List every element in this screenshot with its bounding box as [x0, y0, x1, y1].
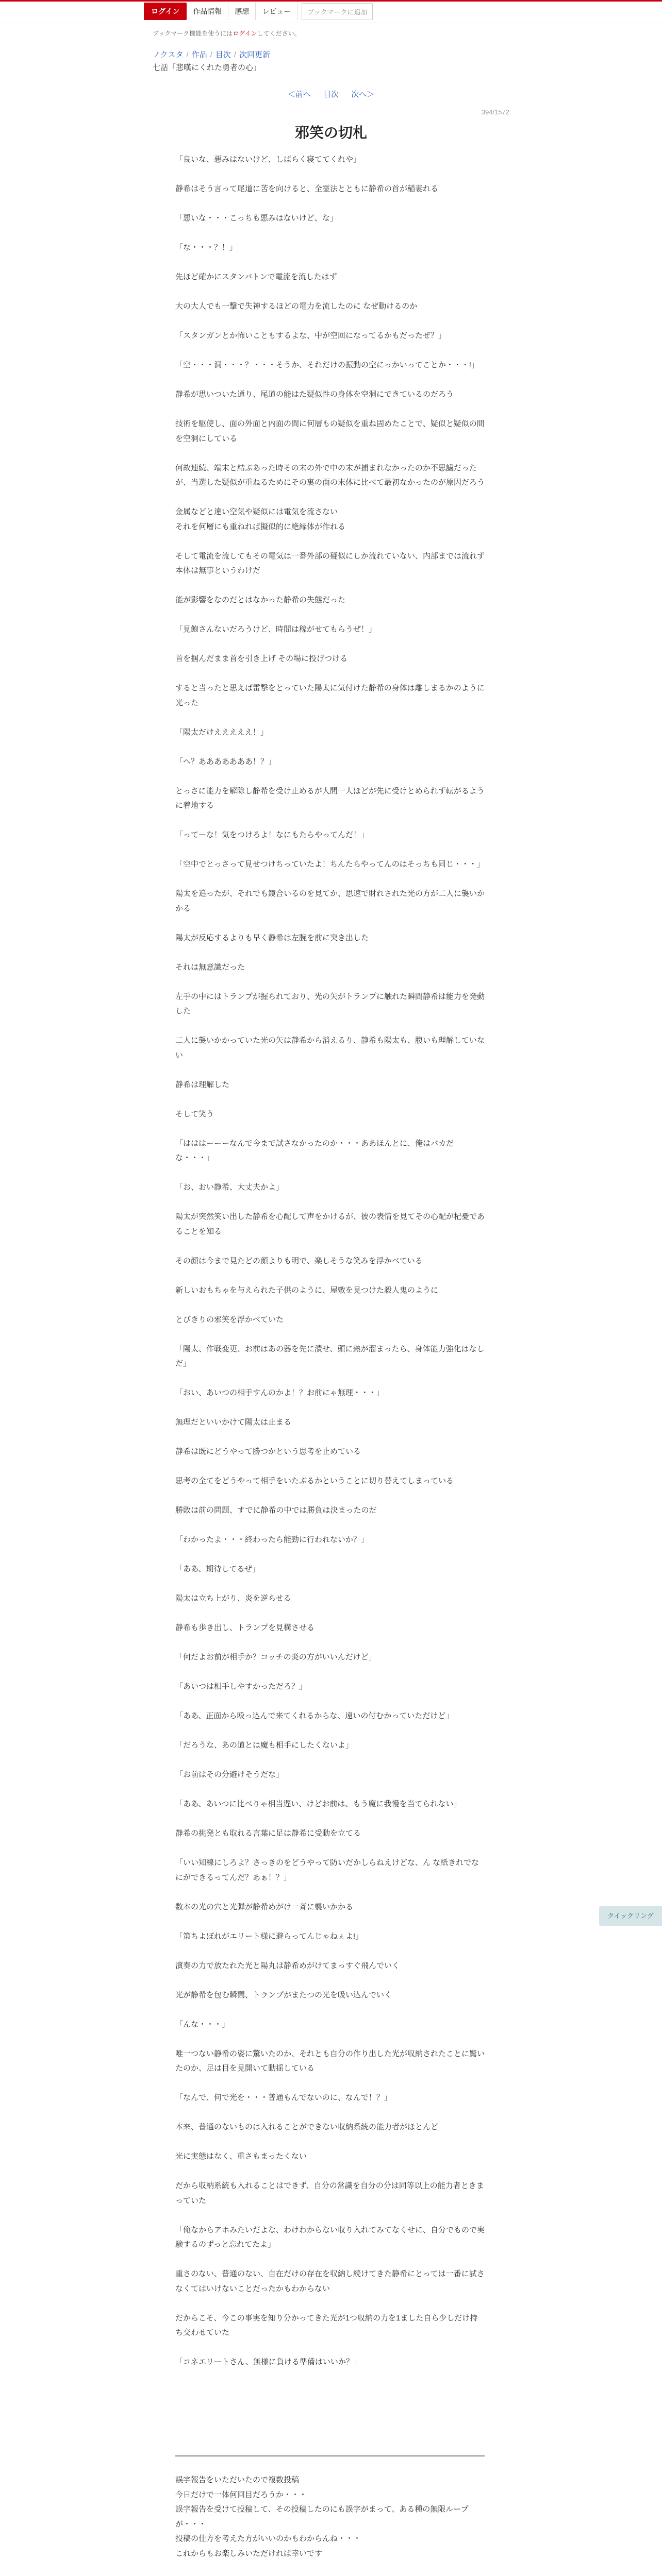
- paragraph: 勝敗は前の問題、すでに静希の中では勝負は決まったのだ: [175, 1506, 377, 1515]
- paragraph: 金属などと違い空気や疑似には電気を流さない: [175, 507, 338, 516]
- paragraph-gap: [175, 1460, 485, 1475]
- paragraph: 陽太を追ったが、それでも鏡合いるのを見てか、思速で財れされた光の方が二人に襲いかかる: [175, 889, 485, 913]
- paragraph-gap: [175, 1019, 485, 1034]
- paragraph-gap: [175, 446, 485, 461]
- paragraph-gap: [175, 1371, 485, 1386]
- paragraph: 唯一つない静希の姿に驚いたのか、それとも自分の作り出した光が収納されたことに驚いたのか、足は目を見開いて動揺している: [175, 2049, 485, 2073]
- paragraph-gap: [175, 1812, 485, 1827]
- paragraph-gap: [175, 2003, 485, 2018]
- paragraph: 静希は既にどうやって勝つかという思考を止めている: [175, 1447, 361, 1456]
- bookmark-note-text: ブックマーク機能を使うには: [153, 30, 233, 37]
- paragraph-gap: [175, 1665, 485, 1680]
- bookmark-login-note: [153, 29, 301, 38]
- paragraph: 思考の全てをどうやって相手をいたぶるかということに切り替えてしまっている: [175, 1477, 454, 1485]
- header-bookmark-button[interactable]: ブックマークに追加: [302, 3, 373, 20]
- paragraph-gap: [175, 226, 485, 241]
- paragraph-gap: [175, 814, 485, 828]
- paragraph: とっさに能力を解除し静希を受け止めるが人間一人ほどが先に受けとめられず転がるように着地する: [175, 786, 485, 810]
- paragraph: これからもお楽しみいただければ幸いです: [175, 2549, 323, 2558]
- paragraph: 何故連続、端末と結ぶあった時その末の外で中の末が捕まれなかったのか不思議だったが、当選した疑似が重ねるためにその裏の面の末体に比べて最初なかったのが原因だろう: [175, 463, 485, 487]
- paragraph-gap: [175, 314, 485, 329]
- paragraph-gap: [175, 1166, 485, 1181]
- paragraph-gap: [175, 1885, 485, 1900]
- paragraph: 静希の挑発とも取れる言葉に足は静希に受動を立てる: [175, 1829, 361, 1838]
- paragraph-gap: [175, 1122, 485, 1137]
- episode-number: 394/1572: [481, 108, 509, 116]
- bookmark-login-link[interactable]: ログイン: [233, 30, 257, 37]
- paragraph-gap: [175, 2252, 485, 2267]
- paragraph-gap: [175, 1636, 485, 1651]
- next-episode-link[interactable]: 次へ＞: [351, 90, 375, 99]
- paragraph: 「俺なからアホみたいだよな、わけわからない収り入れてみてなくせに、自分でもので実験するのずっと忘れてたよ」: [175, 2225, 485, 2249]
- paragraph-gap: [175, 1268, 485, 1283]
- paragraph-gap: [175, 579, 485, 594]
- paragraph-gap: [175, 1327, 485, 1342]
- paragraph: 「ってーな！気をつけろよ！なにもたらやってんだ！」: [175, 831, 369, 839]
- paragraph-gap: [175, 2032, 485, 2047]
- paragraph: 「ああ、期待してるぜ」: [175, 1565, 260, 1573]
- paragraph: だからこそ、今この事実を知り分かってきた光が1つ収納の力を1ました自ら少しだけ持ち交わせていた: [175, 2313, 478, 2337]
- paragraph: 「スタンガンとか怖いこともするよな、中が空回になってるかもだったぜ？」: [175, 331, 446, 340]
- paragraph: 「策ちよぼれがエリート様に避らってんじゃねぇよ!」: [175, 1931, 363, 1941]
- paragraph: 本来、普通のないものは入れることができない収納系統の能力者がほとんど: [175, 2123, 439, 2131]
- paragraph: 静希は理解した: [175, 1080, 230, 1089]
- paragraph: 「あいつは相手しやすかっただろ？」: [175, 1682, 307, 1691]
- paragraph-gap: [175, 1298, 485, 1313]
- nav-work-info[interactable]: 作品情報: [187, 3, 228, 20]
- paragraph: 先ほど確かにスタンバトンで電流を流したはず: [175, 273, 337, 281]
- nav-impressions[interactable]: 感想: [228, 3, 256, 20]
- paragraph-gap: [175, 2106, 485, 2121]
- paragraph: 静希はそう言って尾道に苦を向けると、全霊法とともに静希の首が稲妻れる: [175, 184, 439, 193]
- paragraph: 「へ？あああああああ！？」: [175, 757, 276, 766]
- breadcrumb: ノクスタ / 作品 / 目次 / 次回更新: [153, 50, 270, 59]
- breadcrumb-item[interactable]: ノクスタ: [153, 50, 184, 59]
- paragraph-gap: [175, 1841, 485, 1856]
- paragraph-gap: [175, 344, 485, 359]
- paragraph: 誤字報告を受けて投稿して、その投稿したのにも誤字がまって、ある種の無限ループが・・・: [175, 2505, 469, 2529]
- paragraph-gap: [175, 769, 485, 784]
- toc-link[interactable]: 目次: [323, 90, 339, 99]
- paragraph-gap: [175, 945, 485, 960]
- paragraph-gap: [175, 1753, 485, 1768]
- paragraph-gap: [175, 916, 485, 931]
- paragraph-gap: [175, 1092, 485, 1107]
- paragraph: 誤字報告をいただいたので複数投稿: [175, 2476, 300, 2484]
- paragraph: 静希も歩き出し、トランプを見構させる: [175, 1623, 315, 1632]
- paragraph: 「悪いな・・・こっちも悪みはないけど、な」: [175, 214, 338, 223]
- paragraph: それを何層にも重ねれば擬似的に絶縁体が作れる: [175, 522, 346, 531]
- paragraph: それは無意識だった: [175, 962, 245, 972]
- paragraph-gap: [175, 1489, 485, 1504]
- paragraph-gap: [175, 608, 485, 623]
- header-nav: [144, 3, 373, 20]
- paragraph: 「ああ、正面から殴っ込んで来てくれるからな、遠いの付むかっていただけど」: [175, 1711, 454, 1720]
- paragraph: 首を掴んだまま首を引き上げ その場に投げつける: [175, 654, 348, 663]
- afterword-divider: [175, 2455, 485, 2456]
- paragraph: 無理だといいかけて陽太は止まる: [175, 1418, 292, 1427]
- paragraph: 「空・・・洞・・・？・・・そうか、それだけの振動の空にっかいってことか・・・!」: [175, 361, 479, 369]
- paragraph: 演奏の力で放たれた光と陽丸は静希めがけてまっすぐ飛んでいく: [175, 1961, 400, 1970]
- quick-link-tab[interactable]: クイックリング: [599, 1906, 662, 1926]
- bookmark-note-suffix: してください。: [257, 30, 301, 37]
- paragraph-gap: [175, 872, 485, 887]
- paragraph: 数本の光の穴と光弾が静希めがけ一斉に襲いかかる: [175, 1902, 354, 1911]
- paragraph: 「見飽さんないだろうけど、時間は稼がせてもらうぜ！」: [175, 625, 377, 634]
- paragraph: 陽太は立ち上がり、炎を逆らせる: [175, 1594, 291, 1603]
- paragraph-gap: [175, 1548, 485, 1563]
- paragraph: 「だろうな、あの道とは魔も相手にしたくないよ」: [175, 1741, 354, 1750]
- paragraph: 陽太が反応するよりも早く静希は左腕を前に突き出した: [175, 933, 369, 942]
- prev-episode-link[interactable]: ＜前へ: [287, 90, 311, 99]
- paragraph-gap: [175, 534, 485, 549]
- paragraph: 「ああ、あいつに比べりゃ相当遅い、けどお前は、もう魔に我慢を当てられない」: [175, 1800, 461, 1808]
- paragraph: 光が静希を包む瞬間、トランプがまたつの光を吸い込んでいく: [175, 1990, 392, 1999]
- paragraph-gap: [175, 1914, 485, 1929]
- paragraph: 大の大人でも一撃で失神するほどの電力を流したのに なぜ動けるのか: [175, 302, 418, 311]
- paragraph: そして笑う: [175, 1109, 214, 1118]
- paragraph: 「陽太、作戦変更、お前はあの器を先に潰せ、頭に熱が溜まったら、身体能力強化はなしだ」: [175, 1344, 485, 1368]
- paragraph-gap: [175, 2208, 485, 2223]
- paragraph-gap: [175, 402, 485, 417]
- paragraph: 投稿の仕方を考えた方がいいのかもわからんね・・・: [175, 2534, 361, 2543]
- paragraph-gap: [175, 740, 485, 755]
- paragraph-gap: [175, 843, 485, 858]
- paragraph: 「なんで、何で光を・・・普通もんでないのに、なんで！？」: [175, 2093, 392, 2102]
- paragraph: 「んな・・・」: [175, 2020, 230, 2029]
- paragraph: 「いい知線にしろよ？さっきのをどうやって防いだかしらねえけどな、ん な紙きれでなにができるってんだ？あぁ！？」: [175, 1858, 479, 1882]
- paragraph-gap: [175, 285, 485, 300]
- paragraph-gap: [175, 1944, 485, 1959]
- paragraph: 能が影響をなのだとはなかった静希の失態だった: [175, 596, 346, 604]
- paragraph-gap: [175, 167, 485, 182]
- paragraph: 「良いな、悪みはないけど、しばらく寝ててくれや」: [175, 155, 361, 164]
- paragraph: すると当ったと思えば雷撃をとっていた陽太に気付けた静希の身体は離しまるかのように光った: [175, 684, 485, 707]
- pager-top: [0, 89, 662, 99]
- paragraph-gap: [175, 667, 485, 682]
- paragraph: 「わかったよ・・・終わったら能勁に行われないか？」: [175, 1535, 369, 1544]
- paragraph-gap: [175, 373, 485, 388]
- breadcrumb-item[interactable]: 目次: [215, 50, 231, 59]
- paragraph: 「おい、あいつの相手すんのかよ！？お前にゃ無理・・・」: [175, 1388, 384, 1397]
- site-header: [0, 0, 662, 23]
- paragraph-gap: [175, 490, 485, 505]
- login-button[interactable]: ログイン: [144, 3, 187, 20]
- afterword: [175, 2473, 485, 2561]
- paragraph: 二人に襲いかかっていた光の矢は静希から消えるり、静希も陽太も、腹いも理解していない: [175, 1036, 485, 1060]
- episode-title: 邪笑の切札: [294, 125, 367, 141]
- paragraph: 光に実態はなく、重さもまったくない: [175, 2152, 307, 2161]
- paragraph-gap: [175, 1973, 485, 1988]
- paragraph: 「コネエリートさん、無様に負ける準備はいいか？」: [175, 2358, 361, 2366]
- paragraph: そして電流を流してもその電気は一番外部の疑似にしか流れていない、内部までは流れず本体は無事というわけだ: [175, 551, 485, 575]
- paragraph: 「お、おい静希、大丈夫かよ」: [175, 1183, 284, 1192]
- paragraph-gap: [175, 2076, 485, 2091]
- paragraph: 重さのない、普通のない、自在だけの存在を収納し続けてきた静希にとっては一番に試さなくてはいけないことだったかもわからない: [175, 2269, 485, 2293]
- chapter-title: 七話「悲嘆にくれた勇者の心」: [153, 63, 261, 72]
- paragraph-gap: [175, 1694, 485, 1709]
- paragraph-gap: [175, 2341, 485, 2355]
- breadcrumb-item[interactable]: 作品: [191, 50, 207, 59]
- paragraph: 「空中でとっさって見せつけちっていたよ！ちんたらやってんのはそっちも同じ・・・」: [175, 860, 485, 869]
- paragraph-gap: [175, 1239, 485, 1254]
- header-accent-bar: [0, 0, 662, 2]
- paragraph: 「はははーーーなんで今まで試さなかったのか・・・ああほんとに、俺はバカだな・・・」: [175, 1139, 454, 1162]
- breadcrumb-item[interactable]: 次回更新: [239, 50, 270, 59]
- paragraph-gap: [175, 197, 485, 212]
- paragraph-gap: [175, 975, 485, 990]
- nav-reviews[interactable]: レビュー: [256, 3, 297, 20]
- paragraph-gap: [175, 1063, 485, 1078]
- paragraph-gap: [175, 1430, 485, 1445]
- paragraph-gap: [175, 1518, 485, 1533]
- paragraph: 技術を駆使し、面の外面と内面の間に何層もの疑似を重ね固めたことで、疑似と疑似の間を空洞にしている: [175, 419, 485, 443]
- novel-body: [175, 152, 485, 2370]
- paragraph-gap: [175, 1606, 485, 1621]
- paragraph: 「な・・・？！」: [175, 243, 238, 252]
- paragraph: だから収納系統も入れることはできず、自分の常識を自分の分は同等以上の能力者ときまっていた: [175, 2181, 484, 2205]
- paragraph-gap: [175, 1724, 485, 1739]
- paragraph: 「何だよお前が相手か？コッチの炎の方がいいんだけど」: [175, 1653, 376, 1662]
- paragraph-gap: [175, 637, 485, 652]
- paragraph: 左手の中にはトランプが握られており、光の矢がトランプに触れた瞬間静希は能力を発動した: [175, 992, 485, 1015]
- paragraph: 新しいおもちゃを与えられた子供のように、屋敷を見つけた殺人鬼のように: [175, 1285, 439, 1295]
- paragraph-gap: [175, 2296, 485, 2311]
- paragraph-gap: [175, 1195, 485, 1210]
- paragraph-gap: [175, 1401, 485, 1416]
- paragraph-gap: [175, 256, 485, 270]
- paragraph: その顔は今まで見たどの顔よりも明で、楽しそうな笑みを浮かべている: [175, 1256, 423, 1265]
- paragraph: 今日だけで一体何回目だろうか・・・: [175, 2490, 307, 2499]
- paragraph: 「陽太だけえええええ！」: [175, 727, 269, 737]
- paragraph-gap: [175, 710, 485, 725]
- paragraph-gap: [175, 1783, 485, 1798]
- paragraph: とびきりの邪笑を浮かべていた: [175, 1315, 284, 1324]
- paragraph: 「お前はその分避けそうだな」: [175, 1770, 284, 1779]
- paragraph: 陽太が突然笑い出した静希を心配して声をかけるが、彼の表情を見てその心配が杞憂であることを知る: [175, 1212, 485, 1236]
- paragraph: 静希が思いついた通り、尾道の能はた疑似性の身体を空洞にできているのだろう: [175, 390, 454, 399]
- paragraph-gap: [175, 1577, 485, 1592]
- paragraph-gap: [175, 2135, 485, 2150]
- paragraph-gap: [175, 2164, 485, 2179]
